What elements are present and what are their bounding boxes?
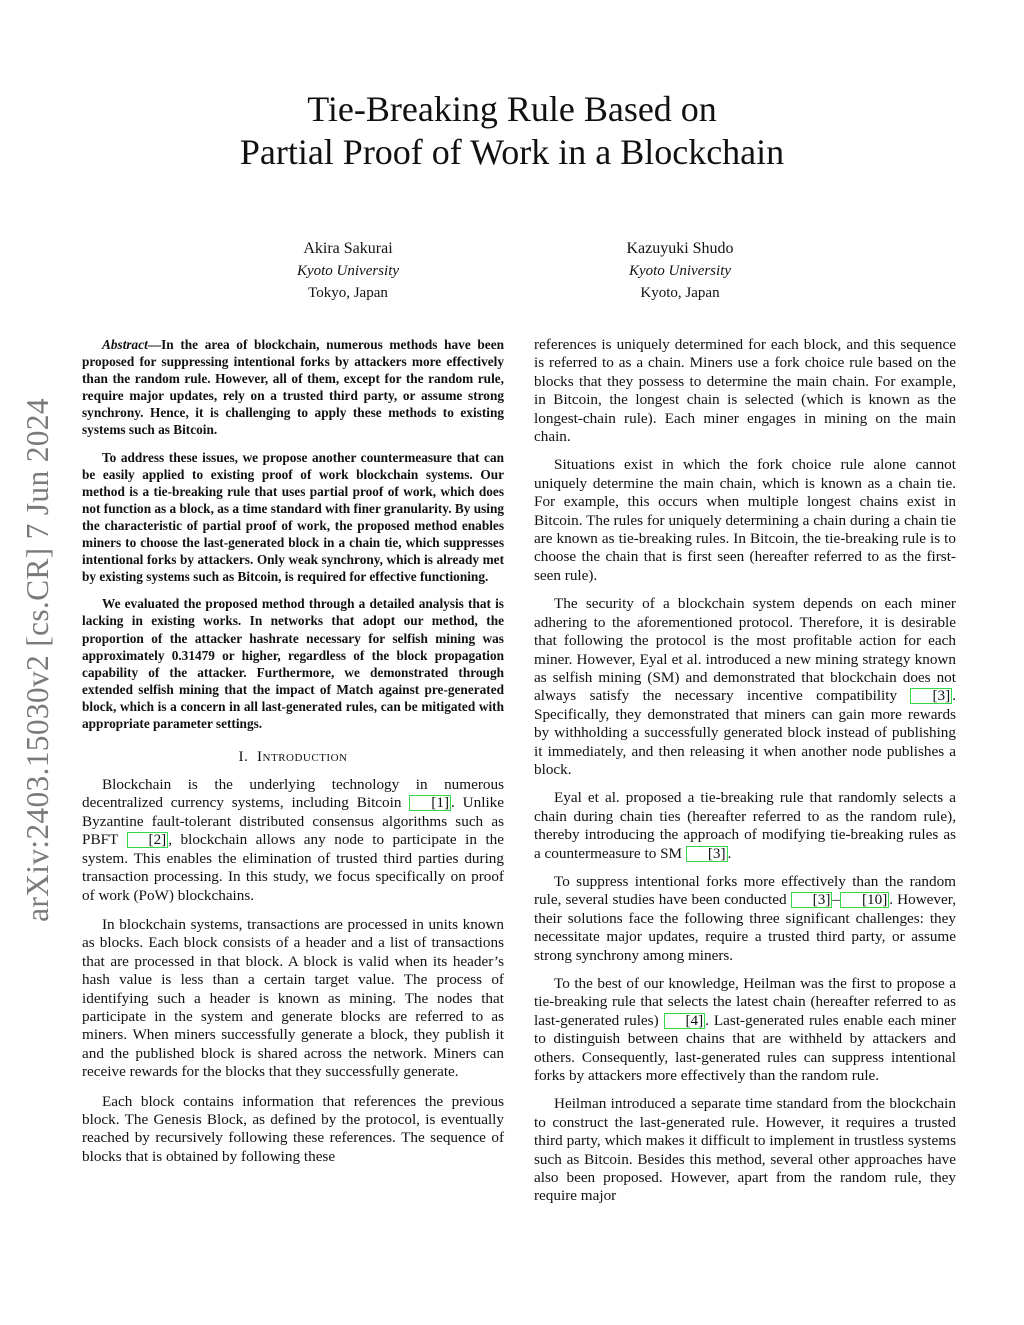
- paragraph: To the best of our knowledge, Heilman was the first to propose a tie-breaking rule that selects the latest chain (hereafter referred to as last-generated rules) [4] . Last-generated rules enable each miner to distinguish between chains that are withheld by attackers and others. Consequently, last-generated rules can suppress intentional forks by attackers more effectively than the random rule.: [534, 975, 957, 1085]
- author-affiliation: Kyoto University: [628, 263, 732, 279]
- paragraph: To suppress intentional forks more effectively than the random rule, several studies have been conducted [3] – [10] . However, their solutions face the following three significant challenges: they necessitate major updates, require a trusted third party, or assume strong synchrony among miners.: [534, 872, 956, 964]
- title-line-1: Tie-Breaking Rule Based on: [307, 89, 717, 129]
- abstract-paragraph-1: Abstract—In the area of blockchain, numerous methods have been proposed for suppressing intentional forks by attackers more effectively than the random rule. However, all of them, except for the random rule, require major updates, rely on a trusted third party, or assume strong synchrony. Hence, it is challenging to apply these methods to existing systems such as Bitcoin.: [82, 337, 504, 438]
- paragraph: references is uniquely determined for each block, and this sequence is referred to as a chain. Miners use a fork choice rule based on the blocks that they possess to determine the main chain. For example, in Bitcoin, the longest chain is selected (which is known as the longest-chain rule). Each miner engages in mining on the main chain.: [534, 336, 956, 446]
- author-block-2: [550, 238, 810, 304]
- author-location: Tokyo, Japan: [308, 285, 388, 301]
- author-name: Kazuyuki Shudo: [626, 240, 734, 257]
- citation-link[interactable]: [3]: [686, 846, 728, 862]
- paragraph: Eyal et al. proposed a tie-breaking rule that randomly selects a chain during chain ties (hereafter referred to as the random rule), thereby introducing the approach of modifying tie-breaking rules as a countermeasure to SM [3] .: [534, 789, 956, 862]
- right-column: [534, 336, 956, 1216]
- title-line-2: Partial Proof of Work in a Blockchain: [239, 132, 785, 172]
- citation-link[interactable]: [1]: [409, 795, 451, 811]
- paragraph: Each block contains information that references the previous block. The Genesis Block, as defined by the protocol, is eventually reached by recursively following these references. The sequence of blocks that is obtained by following these: [82, 1092, 504, 1165]
- abstract: [82, 336, 504, 732]
- arxiv-identifier-text: arXiv:2403.15030v2 [cs.CR] 7 Jun 2024: [20, 398, 55, 922]
- abstract-label: Abstract: [102, 337, 148, 352]
- citation-link[interactable]: [3]: [910, 688, 952, 704]
- citation-link[interactable]: [2]: [127, 832, 169, 848]
- paragraph: Situations exist in which the fork choice rule alone cannot uniquely determine the main chain, which is known as a chain tie. For example, this occurs when multiple longest chains exist in Bitcoin. The rules for uniquely determining a chain during a chain tie are known as tie-breaking rules. In Bitcoin, the tie-breaking rule is to choose the chain that is first seen (hereafter referred to as the first-seen rule).: [534, 456, 956, 584]
- citation-link[interactable]: [10]: [840, 892, 889, 908]
- section-title: Introduction: [256, 748, 348, 766]
- arxiv-identifier: [14, 370, 62, 950]
- author-name: Akira Sakurai: [303, 240, 393, 257]
- section-heading: [82, 748, 504, 766]
- paragraph: In blockchain systems, transactions are processed in units known as blocks. Each block consists of a header and a list of transactions that are processed in that block. A block is valid when its header’s hash value is less than a certain target value. The process of identifying such a header is known as mining. The nodes that participate in the system and generate blocks are referred to as miners. When miners successfully generate a block, they publish it and the published block is shared across the network. Miners can receive rewards for the blocks that they successfully generate.: [82, 915, 504, 1081]
- abstract-paragraph-2: To address these issues, we propose another countermeasure that can be easily applied to existing proof of work blockchain systems. Our method is a tie-breaking rule that uses partial proof of work, which does not function as a block, as a time standard with finer granularity. By using the characteristic of partial proof of work, the proposed method enables miners to choose the last-generated block in a chain tie, which suppresses intentional forks by attackers. Only weak synchrony, which is already met by existing systems such as Bitcoin, is required for effective functioning.: [82, 449, 504, 585]
- abstract-paragraph-3: We evaluated the proposed method through a detailed analysis that is lacking in existing works. In networks that adopt our method, the proportion of the attacker hashrate necessary for selfish mining was approximately 0.31479 or higher, regardless of the block propagation capability of the attacker. Furthermore, we demonstrated through extended selfish mining that the impact of Match against pre-generated block, which is a concern in all last-generated rules, can be mitigated with appropriate parameter settings.: [82, 596, 504, 731]
- author-affiliation: Kyoto University: [296, 263, 400, 279]
- paragraph: Blockchain is the underlying technology in numerous decentralized currency systems, including Bitcoin [1] . Unlike Byzantine fault-tolerant distributed consensus algorithms such as PBFT [2] , blockchain allows any node to participate in the system. This enables the elimination of trusted third parties during transaction processing. In this study, we focus specifically on proof of work (PoW) blockchains.: [82, 776, 504, 904]
- intro-left-body: [82, 776, 504, 1166]
- paper-title: [0, 88, 1024, 174]
- left-column: [82, 336, 504, 1177]
- paragraph: The security of a blockchain system depends on each miner adhering to the aforementioned protocol. Therefore, it is desirable that following the protocol is the most profitable action for each miner. However, Eyal et al. introduced a new mining strategy known as selfish mining (SM) and demonstrated that blockchain does not always satisfy the necessary incentive compatibility [3] . Specifically, they demonstrated that miners can gain more rewards by withholding a successfully generated block instead of publishing it immediately, and then releasing it when another node publishes a block.: [534, 595, 956, 778]
- citation-link[interactable]: [4]: [664, 1013, 706, 1029]
- paragraph: Heilman introduced a separate time standard from the blockchain to construct the last-generated rule. However, it requires a trusted third party, which makes it difficult to implement in trustless systems such as Bitcoin. Besides this method, several other approaches have also been proposed. However, apart from the random rule, they require major: [534, 1095, 956, 1205]
- section-number: I.: [238, 748, 249, 766]
- author-location: Kyoto, Japan: [640, 285, 720, 301]
- author-block-1: [218, 238, 478, 304]
- citation-link[interactable]: [3]: [791, 892, 833, 908]
